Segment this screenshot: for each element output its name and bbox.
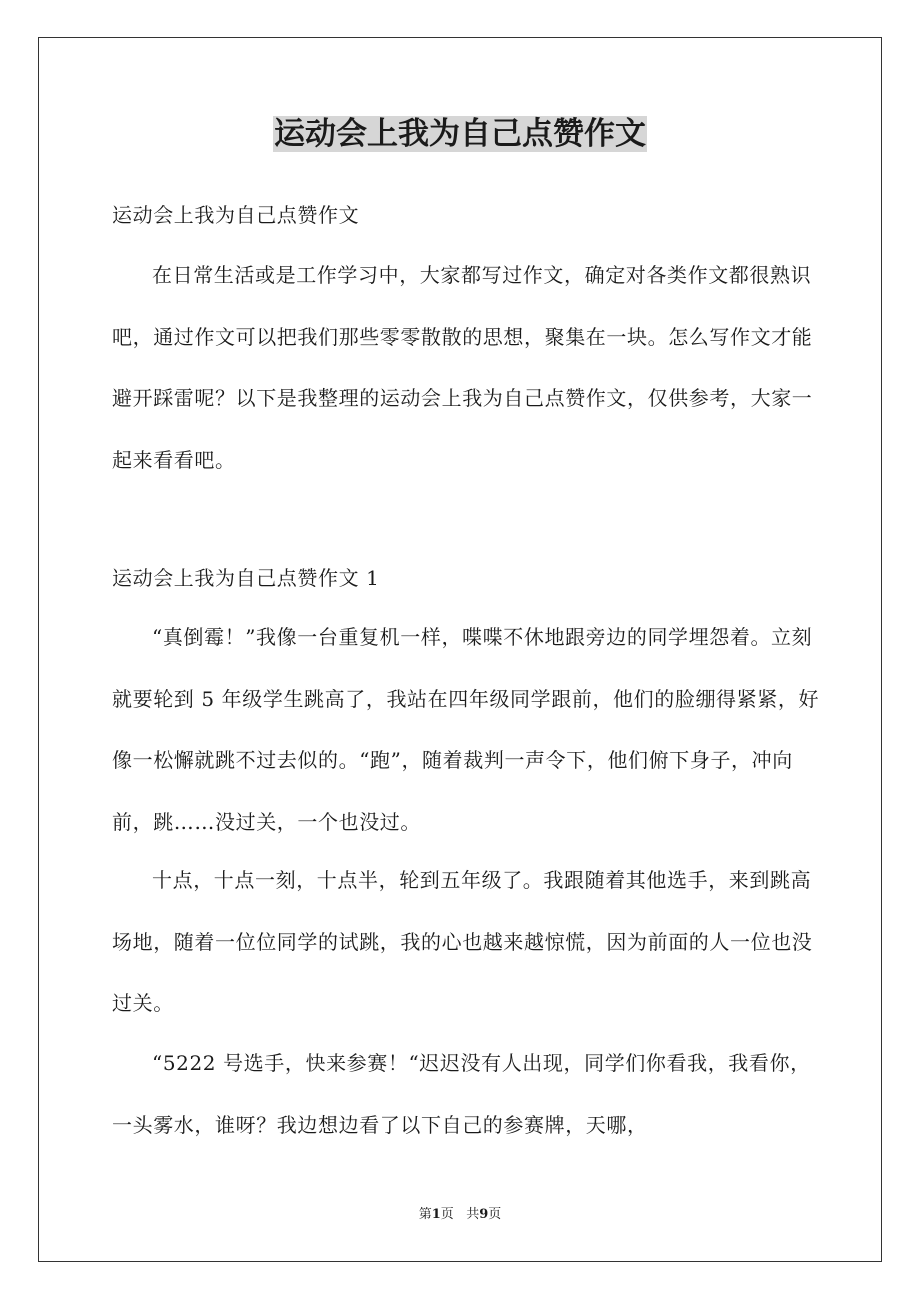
body-paragraph: “真倒霉！”我像一台重复机一样，喋喋不休地跟旁边的同学埋怨着。立刻就要轮到 5 年级学生跳高了，我站在四年级同学跟前，他们的脸绷得紧紧，好像一松懈就跳不过去似的。“跑”，随着裁判一声令下，他们俯下身子，冲向前，跳……没过关，一个也没过。 bbox=[112, 625, 820, 834]
document-title bbox=[0, 113, 920, 155]
total-prefix: 共 bbox=[466, 1207, 480, 1222]
page-prefix: 第 bbox=[418, 1207, 432, 1222]
body-paragraph: “5222 号选手，快来参赛！“迟迟没有人出现，同学们你看我，我看你，一头雾水，谁呀？我边想边看了以下自己的参赛牌，天哪， bbox=[112, 1051, 811, 1137]
page-footer bbox=[0, 1205, 920, 1225]
total-page-number: 9 bbox=[479, 1207, 489, 1222]
intro-paragraph: 在日常生活或是工作学习中，大家都写过作文，确定对各类作文都很熟识吧，通过作文可以把我们那些零零散散的思想，聚集在一块。怎么写作文才能避开踩雷呢？以下是我整理的运动会上我为自己点赞作文，仅供参考，大家一起来看看吧。 bbox=[112, 263, 813, 472]
document-subtitle: 运动会上我为自己点赞作文 bbox=[112, 203, 360, 227]
total-suffix: 页 bbox=[488, 1207, 502, 1222]
section-heading: 运动会上我为自己点赞作文 1 bbox=[112, 566, 380, 590]
body-paragraph: 十点，十点一刻，十点半，轮到五年级了。我跟随着其他选手，来到跳高场地，随着一位位同学的试跳，我的心也越来越惊慌，因为前面的人一位也没过关。 bbox=[112, 868, 813, 1015]
page-suffix: 页 bbox=[440, 1207, 454, 1222]
current-page-number: 1 bbox=[431, 1207, 441, 1222]
document-title-text: 运动会上我为自己点赞作文 bbox=[274, 116, 646, 152]
